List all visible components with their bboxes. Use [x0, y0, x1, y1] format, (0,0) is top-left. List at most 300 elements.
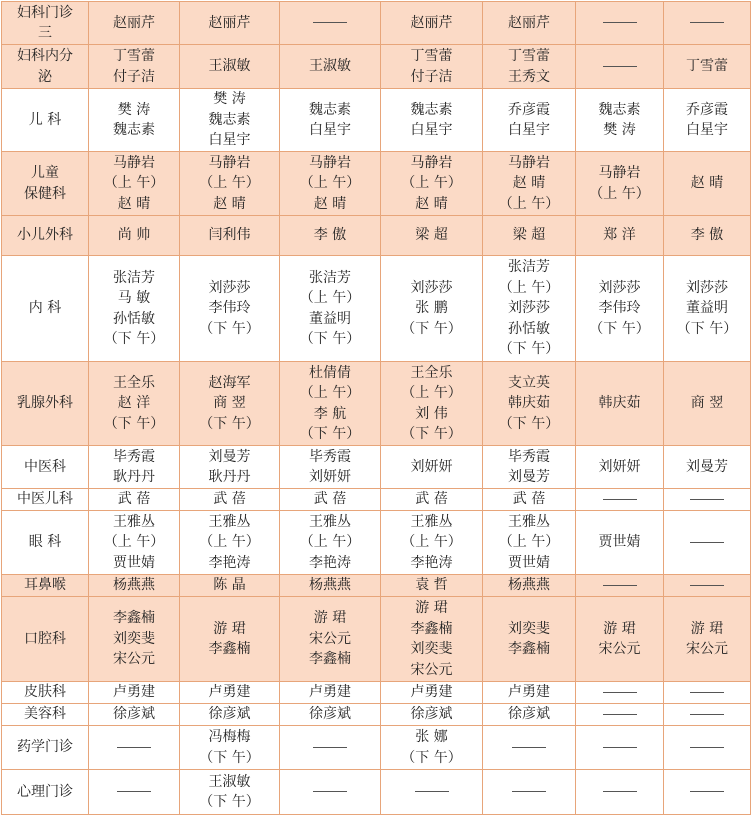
schedule-cell [180, 362, 280, 446]
department-cell [2, 89, 89, 152]
schedule-cell [280, 770, 381, 815]
table-row [2, 682, 751, 704]
dash-mark [690, 499, 724, 500]
schedule-cell [664, 597, 751, 682]
schedule-cell [381, 726, 483, 770]
doctor-name: 李鑫楠 [508, 641, 550, 657]
doctor-name: 付子洁 [113, 68, 155, 85]
no-clinic-dash [576, 575, 663, 596]
department-label: 儿童 [31, 165, 59, 181]
doctor-name: （下 午） [401, 426, 462, 442]
doctor-name: 卢勇建 [410, 684, 453, 701]
doctor-name: 武 蓓 [117, 491, 151, 508]
doctor-name: 宋公元 [598, 641, 641, 657]
doctor-name: 王雅丛 [508, 513, 550, 530]
doctor-name: （下 午） [103, 331, 165, 347]
doctor-name: 卢勇建 [309, 684, 351, 701]
doctor-name: 樊 涛 [117, 101, 151, 118]
table-row [2, 704, 751, 726]
dash-mark [603, 22, 637, 23]
schedule-cell [576, 489, 664, 511]
schedule-cell [280, 726, 381, 770]
doctor-name: 刘莎莎 [208, 279, 251, 296]
dash-mark [512, 747, 546, 748]
doctor-name: 刘曼芳 [686, 458, 728, 475]
no-clinic-dash [89, 782, 179, 803]
doctor-name: 刘莎莎 [410, 279, 453, 296]
doctor-name: 袁 哲 [415, 577, 448, 594]
doctor-name: 卢勇建 [113, 684, 155, 701]
dash-mark [603, 791, 637, 792]
doctor-name: 王雅丛 [410, 513, 453, 530]
doctor-name: 赵 晴 [117, 195, 151, 212]
doctor-name: 刘妍妍 [410, 458, 453, 475]
department-label: 儿 科 [28, 111, 62, 128]
doctor-name: 韩庆茹 [508, 395, 550, 412]
doctor-name: 赵 晴 [690, 175, 724, 192]
doctor-name: 耿丹丹 [113, 469, 155, 485]
doctor-name: 李伟玲 [208, 300, 251, 317]
schedule-cell [381, 575, 483, 597]
schedule-cell [381, 89, 483, 152]
schedule-cell [89, 770, 180, 815]
doctor-name: （上 午） [401, 175, 462, 192]
department-label: 妇科门诊 [17, 4, 73, 21]
schedule-cell [664, 726, 751, 770]
doctor-name: 李 傲 [313, 227, 347, 244]
schedule-cell [89, 2, 180, 45]
doctor-name: 梁 超 [512, 227, 546, 244]
doctor-name: 武 蓓 [313, 491, 347, 508]
dash-mark [603, 714, 637, 715]
doctor-name: （下 午） [589, 320, 650, 337]
schedule-cell [483, 362, 576, 446]
schedule-cell [89, 726, 180, 770]
no-clinic-dash [483, 737, 575, 758]
doctor-name: 马静岩 [113, 154, 155, 171]
doctor-name: 王雅丛 [309, 513, 351, 530]
doctor-name: 孙恬敏 [113, 310, 155, 327]
doctor-name: （下 午） [199, 415, 260, 432]
schedule-cell [180, 489, 280, 511]
schedule-cell [576, 770, 664, 815]
schedule-cell [89, 575, 180, 597]
schedule-cell [180, 597, 280, 682]
dash-mark [313, 791, 347, 792]
department-label: 泌 [38, 68, 52, 85]
table-row [2, 362, 751, 446]
schedule-cell [576, 704, 664, 726]
table-row [2, 770, 751, 815]
schedule-cell [381, 45, 483, 89]
doctor-name: 樊 涛 [213, 91, 246, 108]
doctor-name: 李鑫楠 [309, 651, 351, 668]
schedule-cell [576, 446, 664, 489]
no-clinic-dash [576, 13, 663, 34]
doctor-name: 董益明 [686, 300, 728, 317]
doctor-name: 徐彦斌 [508, 706, 550, 723]
doctor-name: （上 午） [299, 175, 361, 192]
department-label: 保健科 [24, 185, 66, 202]
doctor-name: 徐彦斌 [208, 706, 251, 723]
schedule-cell [483, 2, 576, 45]
doctor-name: 卢勇建 [208, 684, 251, 701]
doctor-name: 刘莎莎 [686, 279, 728, 296]
schedule-cell [89, 152, 180, 216]
dash-mark [512, 791, 546, 792]
schedule-cell [89, 489, 180, 511]
doctor-name: （上 午） [498, 279, 560, 296]
no-clinic-dash [89, 737, 179, 758]
schedule-cell [483, 726, 576, 770]
schedule-cell [180, 446, 280, 489]
doctor-name: （下 午） [676, 320, 738, 337]
department-cell [2, 511, 89, 575]
schedule-cell [381, 256, 483, 362]
doctor-name: 宋公元 [113, 651, 155, 668]
doctor-name: （上 午） [498, 195, 560, 212]
doctor-name: 宋公元 [686, 641, 728, 657]
doctor-name: 杜倩倩 [309, 364, 351, 381]
schedule-cell [664, 511, 751, 575]
department-cell [2, 489, 89, 511]
doctor-name: 梁 超 [415, 227, 448, 244]
dash-mark [603, 66, 637, 67]
schedule-cell [280, 489, 381, 511]
doctor-name: 孙恬敏 [508, 320, 550, 337]
schedule-cell [483, 597, 576, 682]
schedule-cell [483, 770, 576, 815]
schedule-cell [89, 89, 180, 152]
dash-mark [117, 747, 151, 748]
doctor-name: 刘曼芳 [508, 469, 550, 485]
doctor-name: 武 蓓 [512, 491, 546, 508]
table-row [2, 511, 751, 575]
doctor-name: 董益明 [309, 310, 351, 327]
doctor-name: 支立英 [508, 374, 550, 391]
doctor-name: （上 午） [103, 175, 165, 192]
doctor-name: 樊 涛 [603, 122, 636, 138]
doctor-name: 马静岩 [309, 154, 351, 171]
department-cell [2, 216, 89, 256]
no-clinic-dash [664, 737, 750, 758]
table-row [2, 216, 751, 256]
doctor-name: 王雅丛 [208, 513, 251, 530]
doctor-name: 闫利伟 [208, 227, 251, 244]
doctor-name: 徐彦斌 [113, 706, 155, 723]
doctor-name: 刘莎莎 [508, 300, 550, 317]
schedule-cell [664, 256, 751, 362]
no-clinic-dash [576, 782, 663, 803]
no-clinic-dash [483, 782, 575, 803]
schedule-cell [381, 152, 483, 216]
schedule-cell [89, 511, 180, 575]
doctor-name: 白星宇 [410, 122, 453, 138]
schedule-cell [89, 704, 180, 726]
schedule-cell [280, 45, 381, 89]
department-label: 耳鼻喉 [24, 577, 66, 594]
doctor-name: 马 敏 [117, 290, 151, 306]
doctor-name: 赵 洋 [117, 395, 151, 412]
department-cell [2, 597, 89, 682]
doctor-name: 赵海军 [208, 374, 251, 391]
doctor-name: 游 珺 [603, 620, 636, 637]
doctor-name: 魏志素 [598, 101, 641, 118]
schedule-cell [180, 89, 280, 152]
doctor-schedule-table [1, 1, 751, 815]
doctor-name: 丁雪蕾 [410, 48, 453, 64]
department-label: 口腔科 [24, 630, 66, 647]
schedule-cell [381, 2, 483, 45]
department-cell [2, 256, 89, 362]
dash-mark [690, 585, 724, 586]
no-clinic-dash [664, 782, 750, 803]
schedule-cell [483, 511, 576, 575]
doctor-name: 李伟玲 [598, 300, 641, 317]
doctor-name: 魏志素 [410, 101, 453, 118]
doctor-name: 刘 伟 [415, 405, 448, 422]
schedule-cell [280, 597, 381, 682]
schedule-cell [89, 216, 180, 256]
schedule-cell [576, 682, 664, 704]
department-label: 心理门诊 [17, 783, 73, 800]
doctor-name: 贾世婧 [598, 534, 641, 551]
doctor-name: 张洁芳 [113, 269, 155, 286]
schedule-body [2, 2, 751, 815]
department-label: 乳腺外科 [17, 395, 73, 412]
dash-mark [690, 22, 724, 23]
schedule-cell [180, 770, 280, 815]
doctor-name: （下 午） [199, 320, 260, 337]
doctor-name: 刘莎莎 [598, 279, 641, 296]
schedule-cell [576, 597, 664, 682]
schedule-cell [280, 446, 381, 489]
schedule-cell [576, 726, 664, 770]
doctor-name: 郑 洋 [603, 227, 636, 244]
doctor-name: 马静岩 [598, 165, 641, 181]
doctor-name: （上 午） [199, 175, 260, 192]
schedule-cell [381, 362, 483, 446]
table-row [2, 446, 751, 489]
doctor-name: 商 翌 [213, 395, 246, 412]
department-label: 妇科内分 [17, 48, 73, 64]
doctor-name: 韩庆茹 [598, 395, 641, 412]
schedule-cell [180, 152, 280, 216]
no-clinic-dash [381, 782, 482, 803]
schedule-cell [89, 256, 180, 362]
schedule-cell [664, 704, 751, 726]
table-row [2, 89, 751, 152]
doctor-name: 白星宇 [208, 132, 251, 149]
schedule-cell [576, 362, 664, 446]
doctor-name: （上 午） [589, 185, 650, 202]
doctor-name: （下 午） [401, 320, 462, 337]
doctor-name: 刘曼芳 [208, 448, 251, 465]
schedule-cell [664, 2, 751, 45]
doctor-name: 杨燕燕 [508, 577, 550, 594]
dash-mark [117, 791, 151, 792]
doctor-name: 毕秀霞 [309, 448, 351, 465]
doctor-name: （下 午） [498, 415, 560, 432]
doctor-name: （上 午） [299, 290, 361, 306]
schedule-cell [664, 152, 751, 216]
doctor-name: （下 午） [401, 749, 462, 766]
table-row [2, 597, 751, 682]
schedule-cell [483, 575, 576, 597]
doctor-name: （下 午） [299, 426, 361, 442]
table-row [2, 726, 751, 770]
department-cell [2, 726, 89, 770]
doctor-name: 马静岩 [410, 154, 453, 171]
doctor-name: 王淑敏 [208, 773, 251, 790]
doctor-name: 游 珺 [415, 600, 448, 616]
doctor-name: 刘妍妍 [309, 469, 351, 485]
doctor-name: 宋公元 [309, 630, 351, 647]
department-label: 眼 科 [28, 534, 62, 551]
schedule-cell [280, 152, 381, 216]
doctor-name: 宋公元 [410, 661, 453, 678]
doctor-name: 游 珺 [213, 620, 246, 637]
department-label: 内 科 [28, 300, 62, 317]
doctor-name: 张 鹏 [415, 300, 448, 317]
department-label: 小儿外科 [17, 227, 73, 244]
dash-mark [690, 791, 724, 792]
no-clinic-dash [280, 737, 380, 758]
doctor-name: 王淑敏 [208, 58, 251, 75]
doctor-name: 白星宇 [508, 122, 550, 138]
doctor-name: 贾世婧 [113, 554, 155, 571]
schedule-cell [89, 682, 180, 704]
doctor-name: （上 午） [498, 534, 560, 551]
schedule-cell [576, 152, 664, 216]
doctor-name: （上 午） [103, 534, 165, 551]
table-row [2, 45, 751, 89]
no-clinic-dash [576, 682, 663, 703]
doctor-name: 毕秀霞 [113, 448, 155, 465]
department-label: 三 [38, 25, 52, 41]
dash-mark [313, 747, 347, 748]
doctor-name: 刘奕斐 [410, 641, 453, 657]
schedule-cell [664, 362, 751, 446]
department-cell [2, 45, 89, 89]
schedule-cell [664, 575, 751, 597]
doctor-name: 李艳涛 [208, 554, 251, 571]
no-clinic-dash [664, 575, 750, 596]
dash-mark [690, 692, 724, 693]
schedule-cell [180, 216, 280, 256]
doctor-name: 赵 晴 [512, 175, 546, 192]
schedule-cell [381, 770, 483, 815]
schedule-cell [280, 256, 381, 362]
schedule-cell [280, 682, 381, 704]
schedule-cell [280, 216, 381, 256]
schedule-cell [180, 45, 280, 89]
dash-mark [603, 585, 637, 586]
no-clinic-dash [664, 532, 750, 553]
doctor-name: （下 午） [103, 415, 165, 432]
schedule-cell [664, 770, 751, 815]
doctor-name: 马静岩 [508, 154, 550, 171]
doctor-name: 贾世婧 [508, 554, 550, 571]
no-clinic-dash [664, 704, 750, 725]
doctor-name: 武 蓓 [415, 491, 448, 508]
schedule-cell [576, 45, 664, 89]
doctor-name: 王全乐 [410, 364, 453, 381]
doctor-name: 丁雪蕾 [113, 48, 155, 64]
doctor-name: 赵丽芹 [113, 14, 155, 31]
doctor-name: 刘妍妍 [598, 458, 641, 475]
schedule-cell [381, 704, 483, 726]
doctor-name: 徐彦斌 [410, 706, 453, 723]
no-clinic-dash [576, 489, 663, 510]
schedule-cell [483, 256, 576, 362]
doctor-name: 赵 晴 [213, 195, 246, 212]
doctor-name: （上 午） [401, 385, 462, 401]
schedule-cell [89, 597, 180, 682]
schedule-cell [89, 45, 180, 89]
doctor-name: 李鑫楠 [208, 641, 251, 657]
doctor-name: 付子洁 [410, 68, 453, 85]
doctor-name: 乔彦霞 [508, 101, 550, 118]
doctor-name: 赵丽芹 [208, 14, 251, 31]
doctor-name: 赵丽芹 [410, 14, 453, 31]
schedule-cell [381, 597, 483, 682]
doctor-name: 李 傲 [690, 227, 724, 244]
schedule-cell [483, 89, 576, 152]
schedule-cell [381, 216, 483, 256]
dash-mark [690, 542, 724, 543]
no-clinic-dash [664, 682, 750, 703]
doctor-name: （上 午） [299, 534, 361, 551]
doctor-name: 张洁芳 [508, 259, 550, 276]
dash-mark [313, 22, 347, 23]
department-label: 药学门诊 [17, 739, 73, 756]
schedule-cell [280, 511, 381, 575]
department-cell [2, 362, 89, 446]
table-row [2, 575, 751, 597]
schedule-cell [576, 89, 664, 152]
doctor-name: 马静岩 [208, 154, 251, 171]
no-clinic-dash [664, 13, 750, 34]
schedule-cell [483, 152, 576, 216]
department-cell [2, 2, 89, 45]
doctor-name: 陈 晶 [213, 577, 246, 594]
schedule-cell [483, 489, 576, 511]
department-label: 中医儿科 [17, 491, 73, 508]
schedule-cell [180, 256, 280, 362]
schedule-cell [280, 2, 381, 45]
doctor-name: 张洁芳 [309, 269, 351, 286]
doctor-name: 王秀文 [508, 68, 550, 85]
schedule-cell [381, 446, 483, 489]
doctor-name: 游 珺 [313, 610, 347, 627]
doctor-name: 武 蓓 [213, 491, 246, 508]
no-clinic-dash [664, 489, 750, 510]
no-clinic-dash [576, 704, 663, 725]
schedule-cell [381, 489, 483, 511]
department-cell [2, 575, 89, 597]
doctor-name: （下 午） [199, 794, 260, 810]
doctor-name: 王雅丛 [113, 513, 155, 530]
no-clinic-dash [280, 13, 380, 34]
schedule-cell [664, 89, 751, 152]
schedule-cell [576, 575, 664, 597]
doctor-name: 毕秀霞 [508, 448, 550, 465]
table-row [2, 2, 751, 45]
doctor-name: 张 娜 [415, 729, 448, 745]
schedule-cell [483, 216, 576, 256]
schedule-cell [381, 682, 483, 704]
